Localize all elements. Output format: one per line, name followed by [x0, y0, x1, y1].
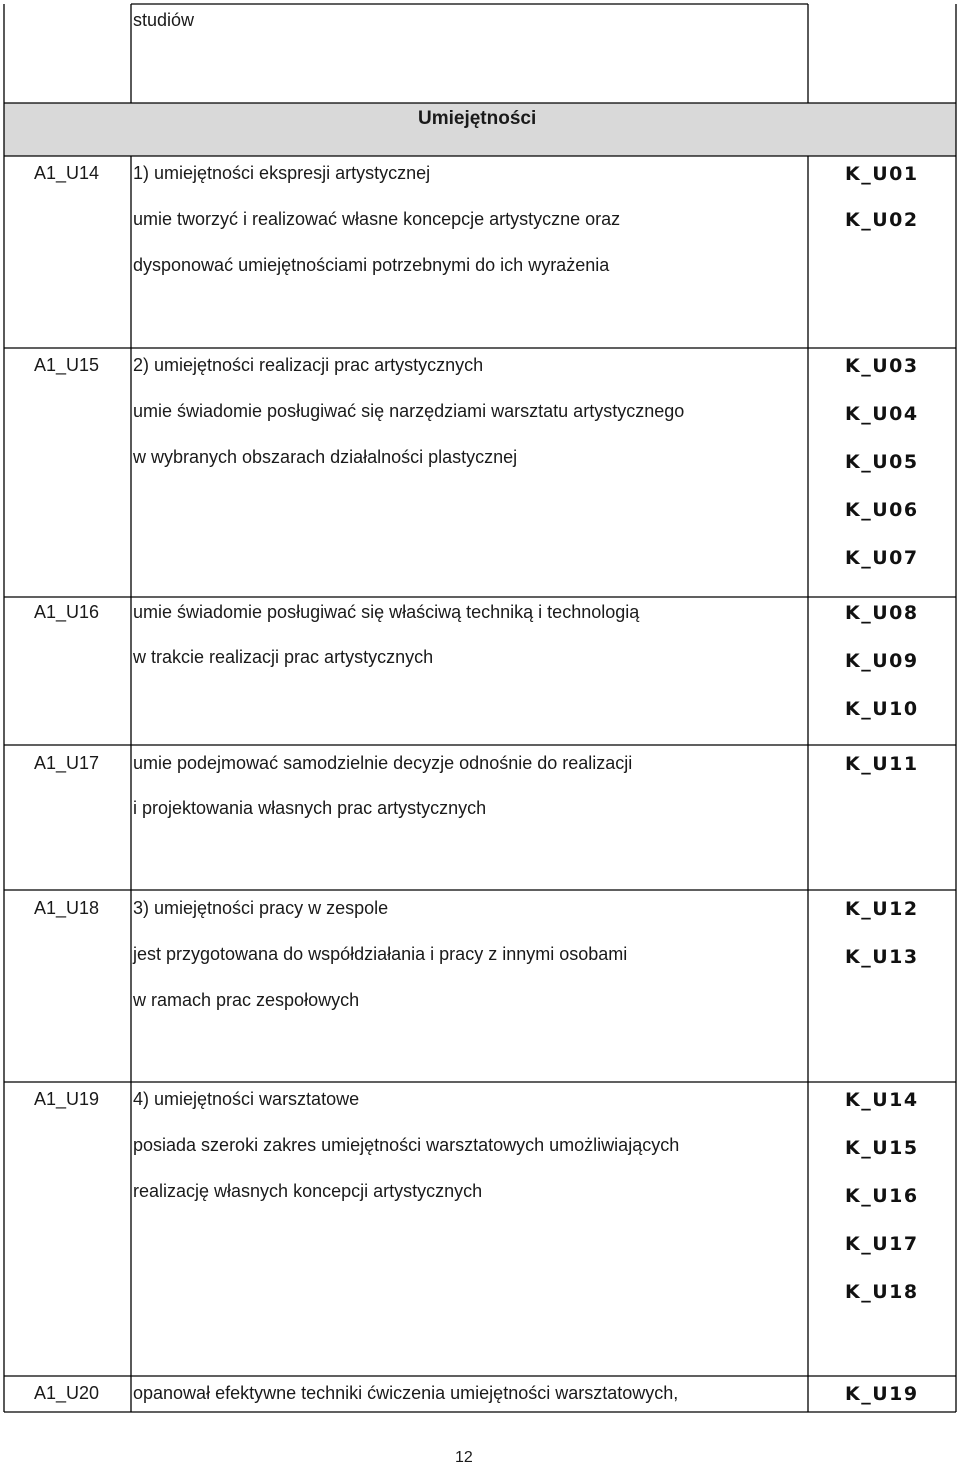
outcome-code: K_U11 — [845, 753, 919, 775]
outcome-code: K_U01 — [845, 163, 919, 185]
page-number: 12 — [455, 1449, 473, 1466]
outcome-code: K_U02 — [845, 209, 919, 231]
row-text-line: 1) umiejętności ekspresji artystycznej — [133, 163, 431, 183]
row-id: A1_U15 — [34, 355, 100, 375]
outcome-code: K_U15 — [845, 1137, 919, 1159]
row-text-line: 2) umiejętności realizacji prac artystycznych — [133, 355, 484, 375]
outcome-code: K_U08 — [845, 602, 919, 624]
row-text-line: umie świadomie posługiwać się właściwą techniką i technologią — [133, 602, 640, 622]
row-text-line: umie podejmować samodzielnie decyzje odnośnie do realizacji — [133, 753, 633, 773]
row-text-line: 4) umiejętności warsztatowe — [133, 1089, 360, 1109]
row-text-line: posiada szeroki zakres umiejętności warsztatowych umożliwiających — [133, 1135, 680, 1155]
outcome-code: K_U03 — [845, 355, 919, 377]
section-header: Umiejętności — [418, 108, 537, 129]
row-text-line: realizację własnych koncepcji artystycznych — [133, 1181, 483, 1201]
row-text-line: umie tworzyć i realizować własne koncepcje artystyczne oraz — [133, 209, 621, 229]
row-id: A1_U20 — [34, 1383, 100, 1403]
row-id: A1_U14 — [34, 163, 100, 183]
outcome-code: K_U12 — [845, 898, 919, 920]
outcome-code: K_U19 — [845, 1383, 919, 1405]
top-row-text: studiów — [133, 10, 195, 30]
outcome-code: K_U13 — [845, 946, 919, 968]
outcome-code: K_U07 — [845, 547, 919, 569]
outcome-code: K_U18 — [845, 1281, 919, 1303]
outcome-code: K_U10 — [845, 698, 919, 720]
row-text-line: w trakcie realizacji prac artystycznych — [133, 647, 434, 667]
row-id: A1_U19 — [34, 1089, 100, 1109]
row-text-line: 3) umiejętności pracy w zespole — [133, 898, 389, 918]
outcome-code: K_U05 — [845, 451, 919, 473]
outcome-code: K_U04 — [845, 403, 919, 425]
row-text-line: umie świadomie posługiwać się narzędziami warsztatu artystycznego — [133, 401, 685, 421]
outcome-code: K_U09 — [845, 650, 919, 672]
outcome-code: K_U17 — [845, 1233, 919, 1255]
row-id: A1_U16 — [34, 602, 100, 622]
row-text-line: opanował efektywne techniki ćwiczenia umiejętności warsztatowych, — [133, 1383, 679, 1403]
row-text-line: jest przygotowana do współdziałania i pracy z innymi osobami — [133, 944, 628, 964]
outcome-code: K_U14 — [845, 1089, 919, 1111]
row-id: A1_U17 — [34, 753, 100, 773]
row-text-line: w ramach prac zespołowych — [133, 990, 360, 1010]
outcome-code: K_U16 — [845, 1185, 919, 1207]
row-text-line: i projektowania własnych prac artystycznych — [133, 798, 487, 818]
outcome-code: K_U06 — [845, 499, 919, 521]
row-id: A1_U18 — [34, 898, 100, 918]
row-text-line: dysponować umiejętnościami potrzebnymi do ich wyrażenia — [133, 255, 610, 275]
row-text-line: w wybranych obszarach działalności plastycznej — [133, 447, 518, 467]
